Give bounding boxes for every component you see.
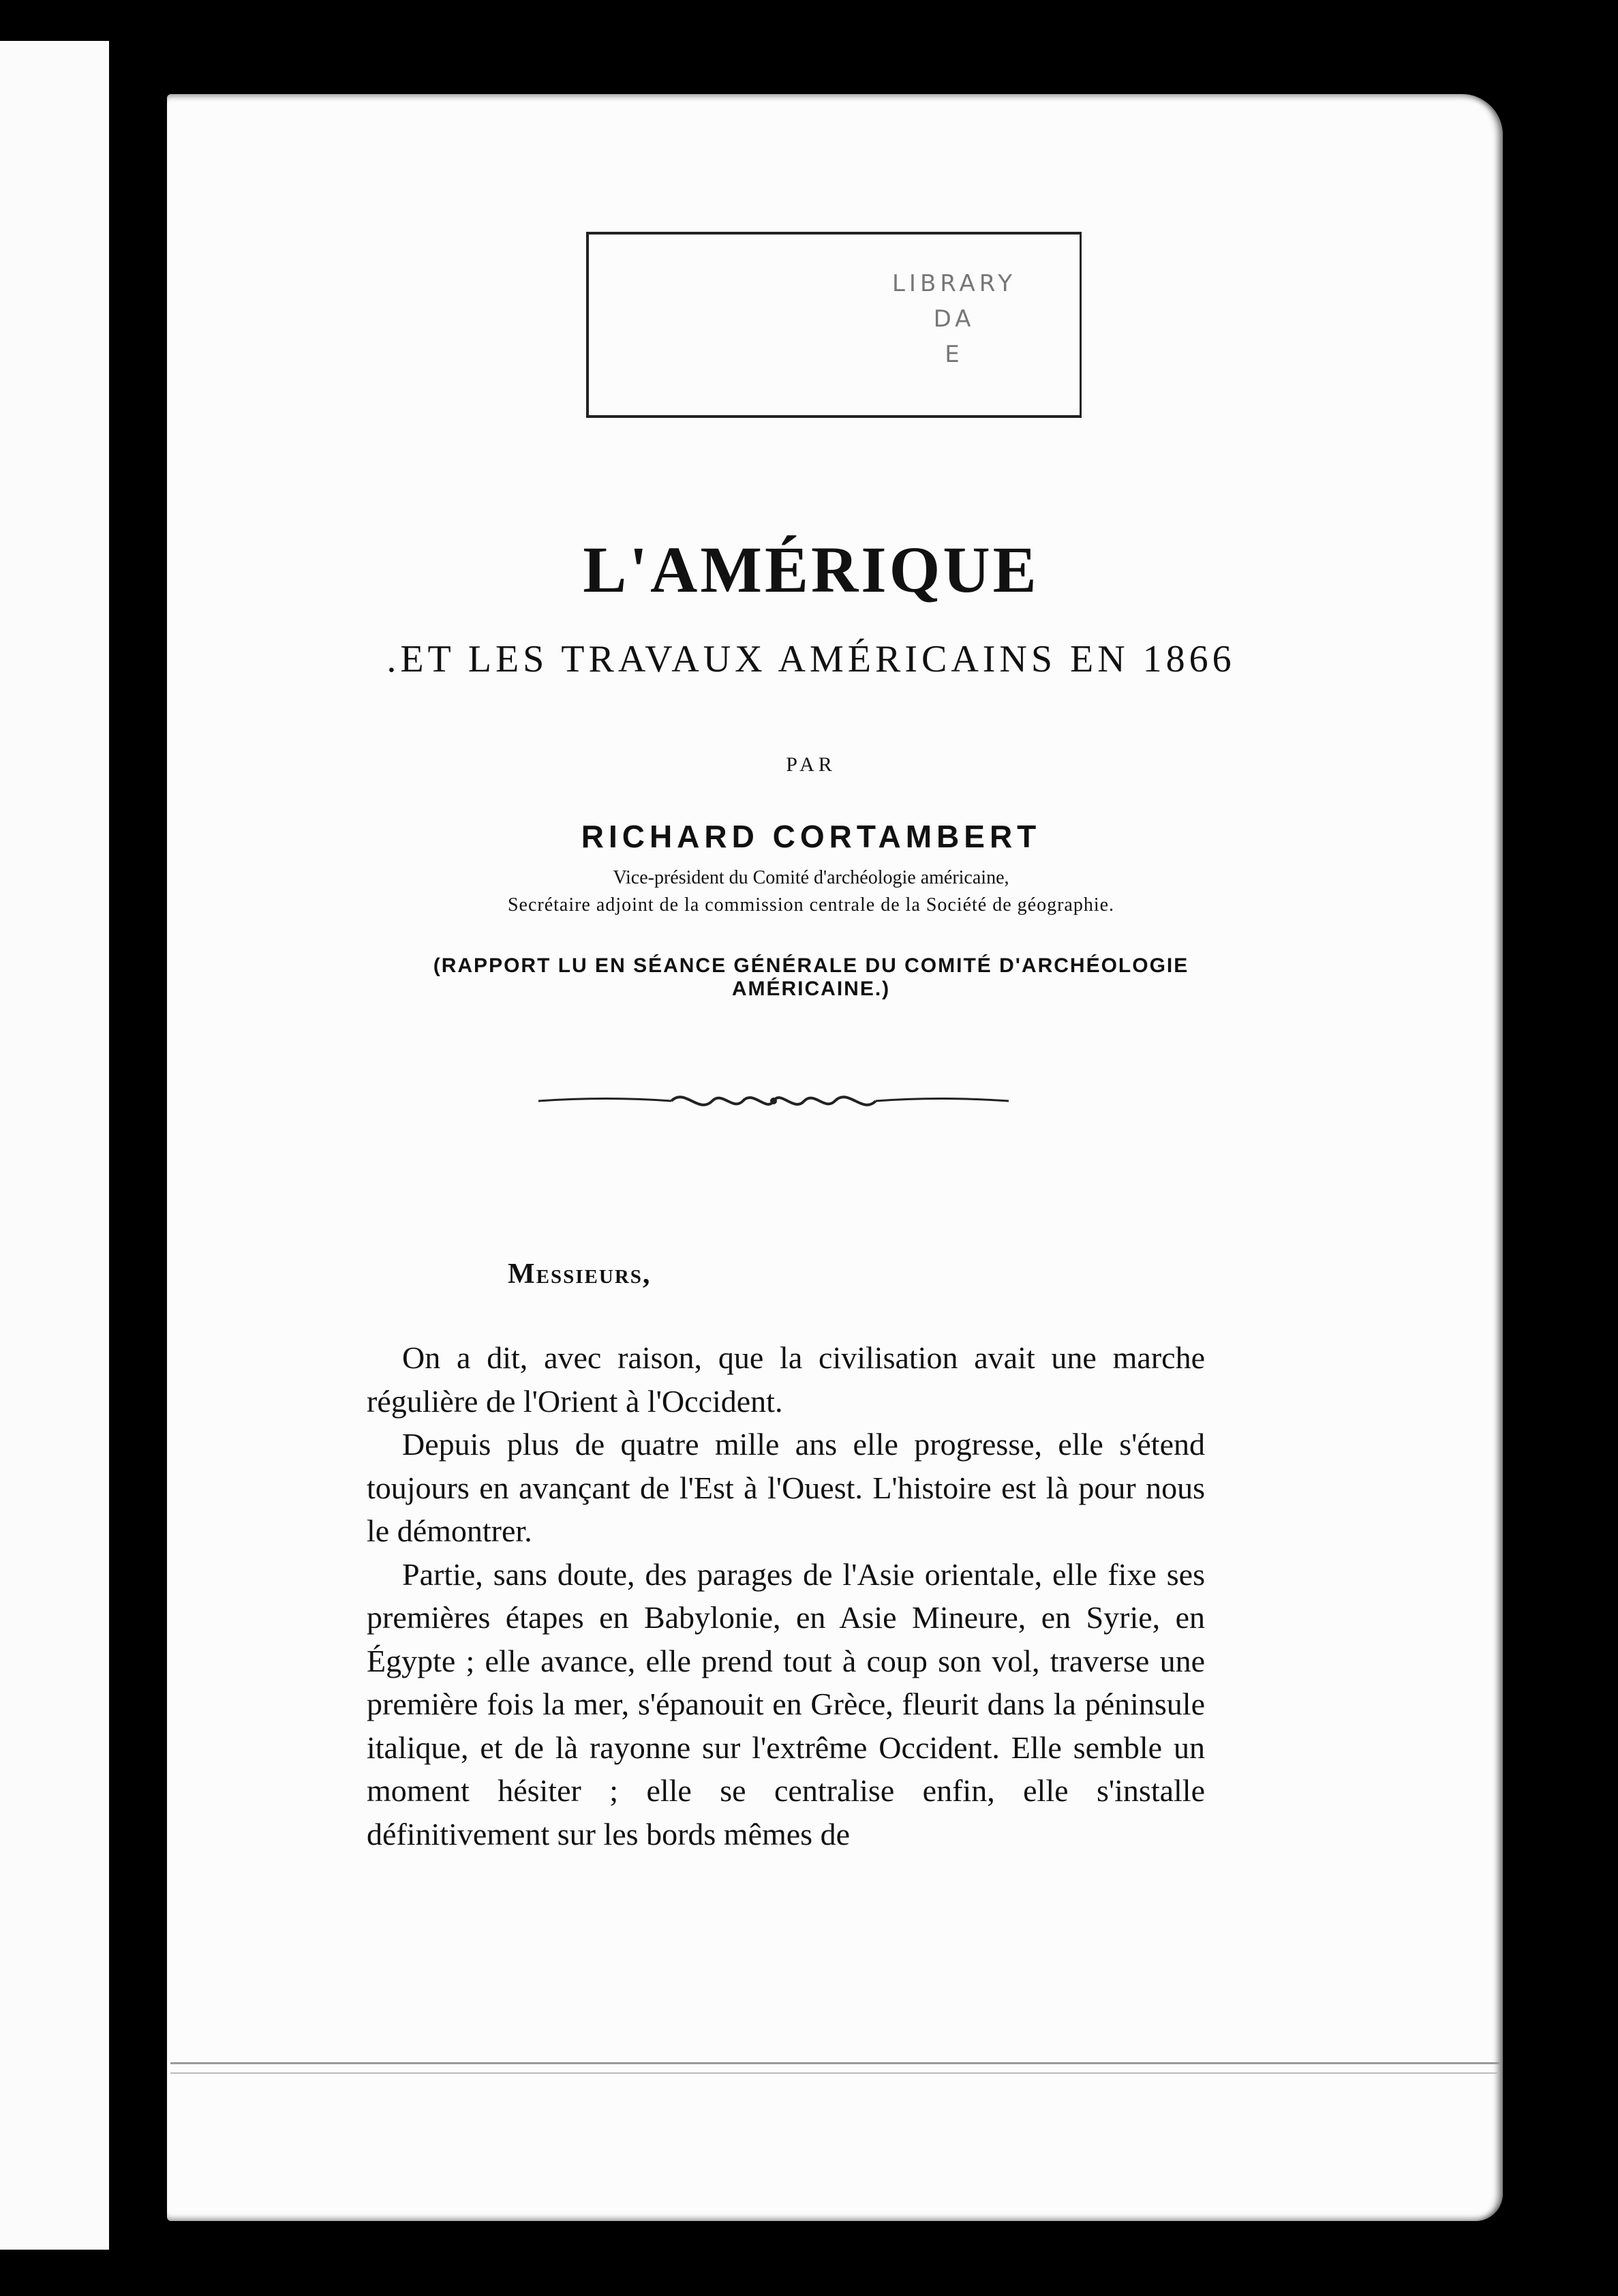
stamp-line: LIBRARY: [891, 270, 1017, 297]
author-name: RICHARD CORTAMBERT: [581, 819, 1041, 854]
stamp-line: DA: [933, 305, 975, 333]
body-text: [367, 1336, 1205, 1856]
paragraph: On a dit, avec raison, que la civilisation avait une marche régulière de l'Orient à l'Occident.: [367, 1340, 1205, 1419]
ornament-divider-icon: [538, 1084, 1009, 1118]
page-fold-line: [170, 2062, 1499, 2064]
paragraph: Partie, sans doute, des parages de l'Asie orientale, elle fixe ses premières étapes en Babylonie, en Asie Mineure, en Syrie, en Égypte ; elle avance, elle prend tout à coup son vol, traverse une première fois la mer, s'épanouit en Grèce, fleurit dans la péninsule italique, et de là rayonne sur l'extrême Occident. Elle semble un moment hésiter ; elle se centralise enfin, elle s'installe définitivement sur les bords mêmes de: [367, 1556, 1205, 1852]
page-title: L'AMÉRIQUE: [583, 533, 1039, 606]
binding-shadow: [109, 0, 167, 2296]
author-affiliation: Secrétaire adjoint de la commission centrale de la Société de géographie.: [507, 894, 1115, 916]
report-note: (RAPPORT LU EN SÉANCE GÉNÉRALE DU COMITÉ D'ARCHÉOLOGIE AMÉRICAINE.): [433, 954, 1189, 1000]
salutation: Messieurs,: [508, 1258, 652, 1290]
by-label: PAR: [786, 753, 836, 776]
author-affiliation: Vice-président du Comité d'archéologie américaine,: [613, 867, 1009, 888]
stamp-line: E: [945, 341, 964, 368]
page-fold-line: [170, 2072, 1499, 2074]
library-stamp-text: [845, 266, 1063, 372]
paragraph: Depuis plus de quatre mille ans elle progresse, elle s'étend toujours en avançant de l'Est à l'Ouest. L'histoire est là pour nous le démontrer.: [367, 1427, 1205, 1548]
previous-page-edge: [0, 41, 109, 2250]
page-subtitle: .ET LES TRAVAUX AMÉRICAINS EN 1866: [386, 638, 1236, 680]
